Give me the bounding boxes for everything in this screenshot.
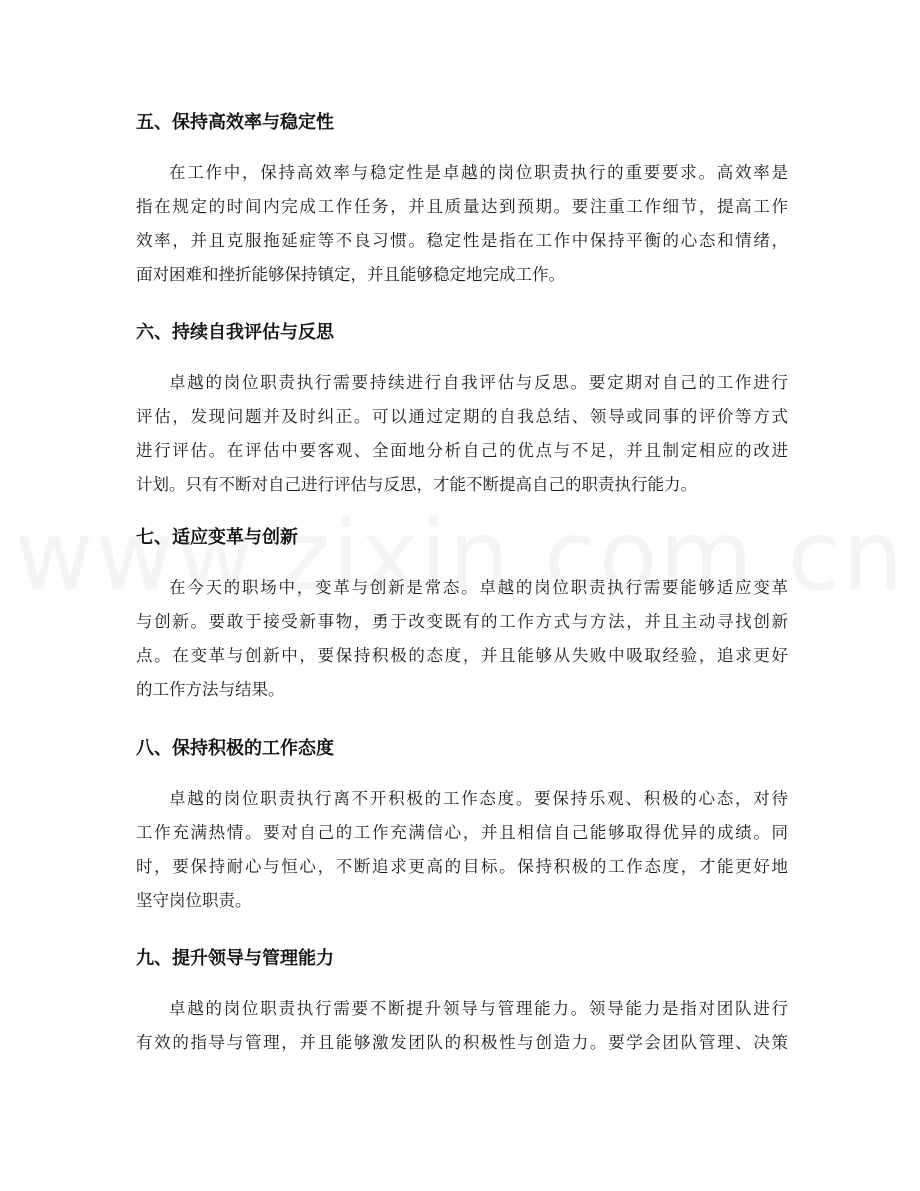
section-heading: 五、保持高效率与稳定性 [136,112,334,133]
section-paragraph [136,366,788,502]
section-9 [136,940,788,1060]
paragraph-line: 在工作中，保持高效率与稳定性是卓越的岗位职责执行的重要要求。高效率是 [169,163,788,182]
paragraph-line: 工作充满热情。要对自己的工作充满信心，并且相信自己能够取得优异的成绩。同 [136,823,788,842]
paragraph-line: 计划。只有不断对自己进行评估与反思，才能不断提高自己的职责执行能力。 [136,475,697,494]
section-7 [136,519,788,707]
paragraph-line: 进行评估。在评估中要客观、全面地分析自己的优点与不足，并且制定相应的改进 [136,441,788,460]
paragraph-line: 坚守岗位职责。 [136,891,252,910]
section-8 [136,730,788,918]
paragraph-line: 指在规定的时间内完成工作任务，并且质量达到预期。要注重工作细节，提高工作 [136,197,788,216]
section-heading: 六、持续自我评估与反思 [136,322,334,343]
paragraph-line: 时，要保持耐心与恒心，不断追求更高的目标。保持积极的工作态度，才能更好地 [136,857,788,876]
paragraph-line: 与创新。要敢于接受新事物，勇于改变既有的工作方式与方法，并且主动寻找创新 [136,612,788,631]
paragraph-line: 在今天的职场中，变革与创新是常态。卓越的岗位职责执行需要能够适应变革 [169,578,788,597]
section-heading: 八、保持积极的工作态度 [136,738,334,759]
paragraph-line: 面对困难和挫折能够保持镇定，并且能够稳定地完成工作。 [136,265,565,284]
paragraph-line: 卓越的岗位职责执行离不开积极的工作态度。要保持乐观、积极的心态，对待 [169,789,788,808]
paragraph-line: 效率，并且克服拖延症等不良习惯。稳定性是指在工作中保持平衡的心态和情绪， [136,231,788,250]
paragraph-line: 卓越的岗位职责执行需要不断提升领导与管理能力。领导能力是指对团队进行 [169,999,788,1018]
paragraph-line: 评估，发现问题并及时纠正。可以通过定期的自我总结、领导或同事的评价等方式 [136,407,788,426]
paragraph-line: 点。在变革与创新中，要保持积极的态度，并且能够从失败中吸取经验，追求更好 [136,646,788,665]
section-paragraph [136,156,788,292]
section-heading: 九、提升领导与管理能力 [136,948,334,969]
paragraph-line: 有效的指导与管理，并且能够激发团队的积极性与创造力。要学会团队管理、决策 [136,1033,788,1052]
section-paragraph [136,571,788,707]
section-6 [136,314,788,502]
section-paragraph [136,992,788,1060]
paragraph-line: 卓越的岗位职责执行需要持续进行自我评估与反思。要定期对自己的工作进行 [169,373,788,392]
section-heading: 七、适应变革与创新 [136,527,298,548]
section-paragraph [136,782,788,918]
paragraph-line: 的工作方法与结果。 [136,680,285,699]
section-5 [136,104,788,292]
